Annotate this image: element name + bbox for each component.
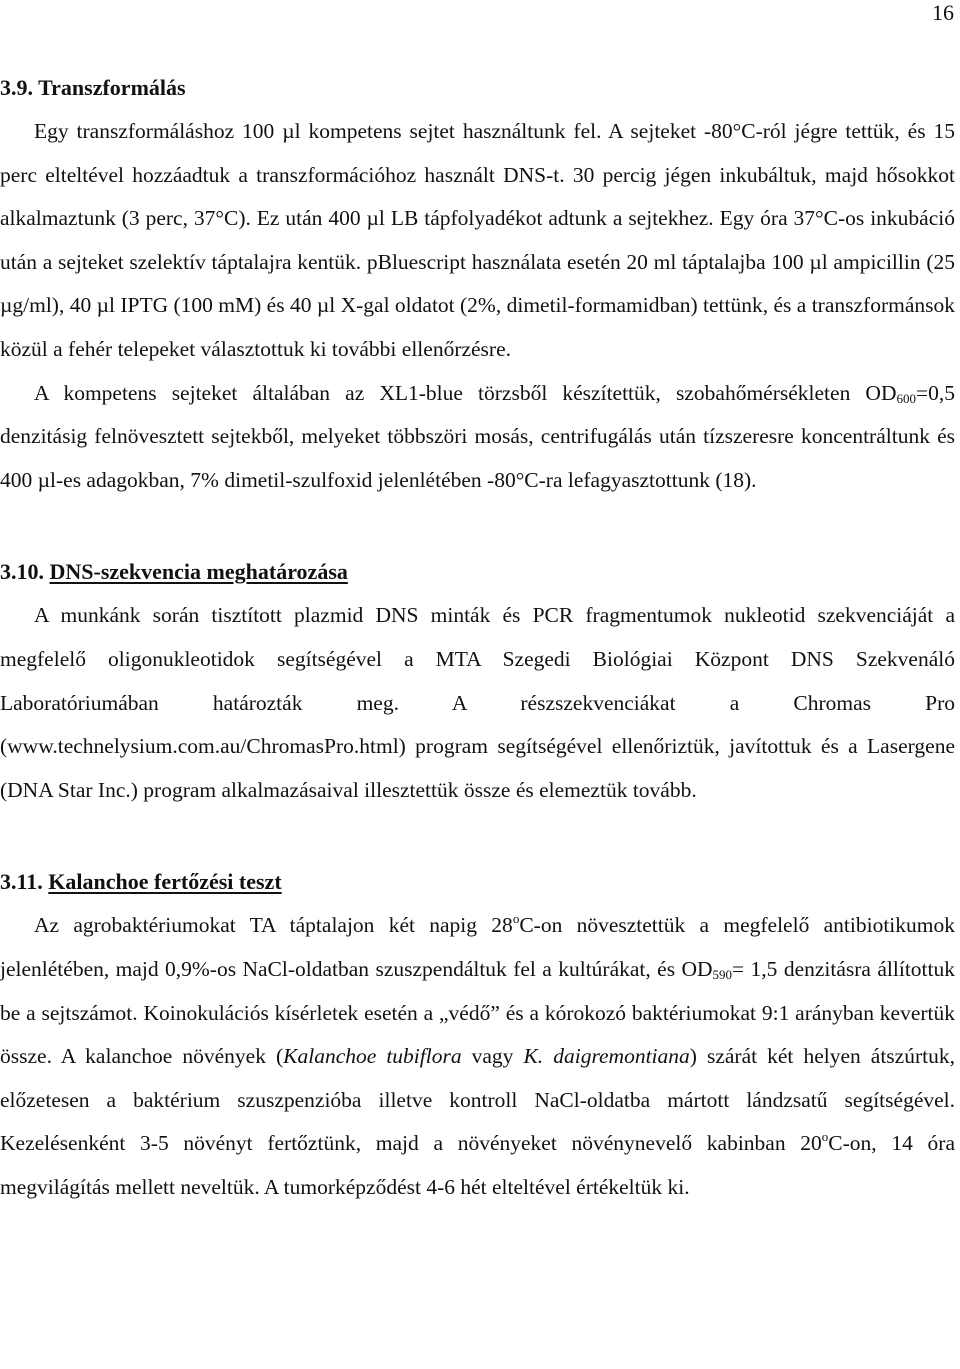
text-run: vagy	[461, 1044, 524, 1069]
section-heading	[0, 860, 955, 904]
section-title: DNS-szekvencia meghatározása	[49, 559, 348, 585]
section-title: Transzformálás	[38, 75, 186, 100]
paragraph	[0, 372, 955, 503]
text-run: C-on növesztettük a megfelelő antibiotikumok jelenlétében, majd 0,9%-os NaCl-oldatban szuszpendáltuk fel a kultúrákat, és OD	[0, 913, 955, 981]
paragraph: Egy transzformáláshoz 100 µl kompetens sejtet használtunk fel. A sejteket -80°C-ról jégre tettük, és 15 perc elteltével hozzáadtuk a transzformációhoz használt DNS-t. 30 percig jégen inkubáltuk, majd hősokkot alkalmaztunk (3 perc, 37°C). Ez után 400 µl LB tápfolyadékot adtunk a sejtekhez. Egy óra 37°C-os inkubáció után a sejteket szelektív táptalajra kentük. pBluescript használata esetén 20 ml táptalajba 100 µl ampicillin (25 µg/ml), 40 µl IPTG (100 mM) és 40 µl X-gal oldatot (2%, dimetil-formamidban) tettünk, és a transzformánsok közül a fehér telepeket választottuk ki további ellenőrzésre.	[0, 119, 955, 361]
text-run: C-on, 14 óra megvilágítás mellett neveltük. A tumorképződést 4-6 hét elteltével értékeltük ki.	[0, 1131, 956, 1199]
subscript: 600	[896, 390, 916, 406]
section-heading	[0, 66, 955, 110]
text-run: A kompetens sejteket általában az XL1-blue törzsből készítettük, szobahőmérsékleten OD	[34, 380, 897, 405]
paragraph: A munkánk során tisztított plazmid DNS minták és PCR fragmentumok nukleotid szekvenciáját a megfelelő oligonukleotidok segítségével a MTA Szegedi Biológiai Központ DNS Szekvenáló Laboratóriumában határozták meg. A részszekvenciákat a Chromas Pro (www.technelysium.com.au/ChromasPro.html) program segítségével ellenőriztük, javítottuk és a Lasergene (DNA Star Inc.) program alkalmazásaival illesztettük össze és elemeztük tovább.	[0, 603, 955, 802]
paragraph	[0, 904, 955, 1209]
text-run: = 1,5 denzitásra állítottuk be a sejtszámot. Koinokulációs kísérletek esetén a „védő” és a kórokozó baktériumokat 9:1 arányban kevertük össze. A kalanchoe növények (	[0, 956, 956, 1069]
text-run: ) szárát két helyen átszúrtuk, előzetesen a baktérium szuszpenzióba illetve kontroll NaCl-oldatba mártott lándzsatű segítségével. Kezelésenként 3-5 növényt fertőztünk, majd a növényeket növénynevelő kabinban 20	[0, 1044, 955, 1156]
document-body	[0, 66, 955, 1209]
section-title: Kalanchoe fertőzési teszt	[48, 869, 282, 895]
section-number: 3.10.	[0, 559, 44, 585]
subscript: 590	[712, 966, 733, 982]
page-number: 16	[932, 0, 954, 25]
section-number: 3.11.	[0, 869, 43, 895]
superscript: o	[821, 1129, 829, 1145]
section-transzformalas	[0, 66, 955, 502]
text-run: =0,5 denzitásig felnövesztett sejtekből, melyeket többszöri mosás, centrifugálás után tízszeresre koncentráltunk és 400 µl-es adagokban, 7% dimetil-szulfoxid jelenlétében -80°C-ra lefagyasztottunk (18).	[0, 380, 955, 492]
section-kalanchoe	[0, 860, 955, 1209]
section-number: 3.9.	[0, 75, 33, 100]
section-dns-szekvencia	[0, 550, 955, 812]
italic-species: Kalanchoe tubiflora	[283, 1044, 462, 1069]
italic-species: K. daigremontiana	[523, 1044, 690, 1069]
section-heading	[0, 550, 955, 594]
superscript: o	[512, 911, 520, 927]
text-run: Az agrobaktériumokat TA táptalajon két napig 28	[34, 913, 513, 938]
